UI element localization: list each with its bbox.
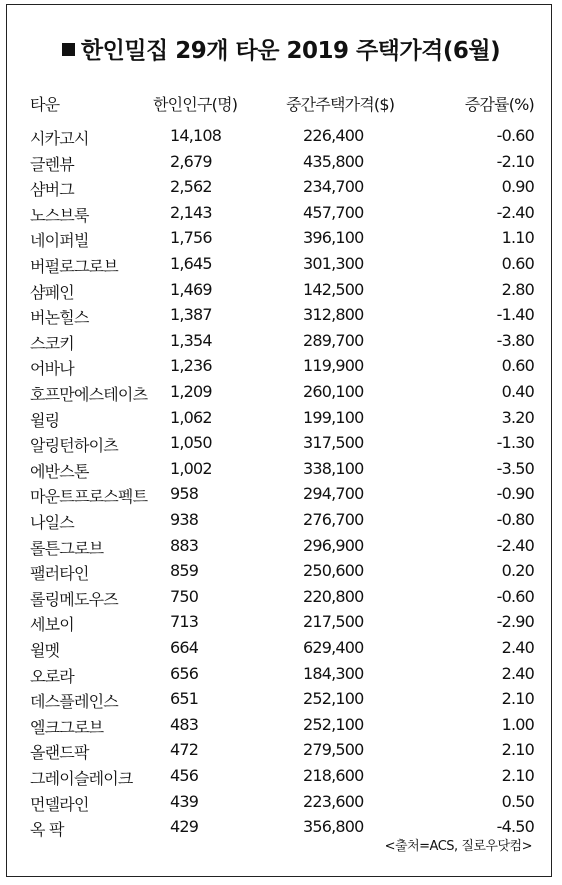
change-cell: 0.40 (501, 382, 534, 401)
change-cell: 3.20 (501, 407, 534, 427)
table-row (0, 356, 562, 382)
price-cell: 218,600 (303, 766, 364, 785)
town-cell: 샴페인 (30, 282, 74, 302)
population-cell: 750 (170, 586, 199, 606)
page-title (0, 32, 562, 65)
table-row (0, 484, 562, 510)
price-cell: 629,400 (303, 638, 364, 657)
price-cell: 435,800 (303, 151, 364, 171)
change-cell: 2.10 (501, 740, 534, 760)
price-cell: 289,700 (303, 330, 364, 350)
change-cell: -3.80 (496, 330, 534, 350)
population-cell: 1,645 (170, 254, 212, 273)
town-cell: 그레이슬레이크 (30, 769, 133, 788)
price-cell: 220,800 (303, 586, 364, 606)
header-median-price: 중간주택가격($) (286, 95, 395, 114)
population-cell: 1,236 (170, 356, 212, 376)
town-cell: 엘크그로브 (30, 717, 104, 737)
change-cell: -4.50 (496, 817, 534, 837)
price-cell: 294,700 (303, 484, 364, 504)
town-cell: 버논힐스 (30, 308, 89, 328)
change-cell: -2.90 (496, 612, 534, 632)
population-cell: 958 (170, 484, 199, 504)
table-row (0, 689, 562, 715)
price-cell: 226,400 (303, 126, 364, 145)
change-cell: -2.40 (496, 535, 534, 555)
table-row (0, 587, 562, 613)
table-row (0, 433, 562, 459)
population-cell: 2,143 (170, 202, 212, 222)
population-cell: 14,108 (170, 126, 222, 145)
population-cell: 1,209 (170, 382, 212, 401)
table-row (0, 203, 562, 229)
population-cell: 1,002 (170, 458, 212, 478)
population-cell: 2,679 (170, 151, 212, 171)
price-cell: 301,300 (303, 254, 364, 273)
change-cell: 2.10 (501, 689, 534, 709)
town-cell: 버펄로그로브 (30, 257, 118, 276)
price-cell: 296,900 (303, 535, 364, 555)
population-cell: 713 (170, 612, 199, 632)
population-cell: 1,050 (170, 433, 212, 453)
town-cell: 세보이 (30, 615, 74, 635)
change-cell: -2.40 (496, 202, 534, 222)
header-town: 타운 (30, 95, 60, 114)
population-cell: 1,756 (170, 228, 212, 248)
table-row (0, 792, 562, 818)
town-cell: 윌멧 (30, 641, 60, 660)
town-cell: 롤튼그로브 (30, 538, 104, 558)
change-cell: 0.20 (501, 561, 534, 581)
price-cell: 119,900 (303, 356, 364, 376)
table-row (0, 254, 562, 280)
table-row (0, 510, 562, 536)
price-cell: 142,500 (303, 279, 364, 299)
table-row (0, 740, 562, 766)
change-cell: 1.00 (501, 714, 534, 734)
population-cell: 1,354 (170, 330, 212, 350)
table-row (0, 612, 562, 638)
price-cell: 276,700 (303, 510, 364, 529)
price-cell: 312,800 (303, 305, 364, 325)
table-row (0, 715, 562, 741)
header-change: 증감률(%) (464, 95, 534, 114)
price-cell: 457,700 (303, 202, 364, 222)
town-cell: 네이퍼빌 (30, 231, 89, 251)
population-cell: 456 (170, 766, 199, 785)
population-cell: 664 (170, 638, 199, 657)
change-cell: 0.90 (501, 177, 534, 197)
square-bullet-icon (62, 43, 75, 56)
town-cell: 호프만에스테이츠 (30, 385, 148, 404)
change-cell: 0.60 (501, 254, 534, 273)
table-row (0, 638, 562, 664)
population-cell: 2,562 (170, 177, 212, 197)
price-cell: 396,100 (303, 228, 364, 248)
town-cell: 팰러타인 (30, 564, 89, 584)
title-text: 한인밀집 29개 타운 2019 주택가격(6월) (80, 38, 501, 64)
town-cell: 옥 팍 (30, 820, 64, 840)
change-cell: -1.30 (496, 433, 534, 453)
population-cell: 883 (170, 535, 199, 555)
town-cell: 시카고시 (30, 129, 89, 148)
town-cell: 나일스 (30, 513, 74, 532)
town-cell: 오로라 (30, 666, 74, 686)
price-cell: 217,500 (303, 612, 364, 632)
town-cell: 글렌뷰 (30, 154, 74, 174)
change-cell: -1.40 (496, 305, 534, 325)
table-row (0, 152, 562, 178)
table-row (0, 408, 562, 434)
change-cell: -0.80 (496, 510, 534, 529)
population-cell: 938 (170, 510, 199, 529)
population-cell: 1,387 (170, 305, 212, 325)
change-cell: 2.10 (501, 766, 534, 785)
population-cell: 483 (170, 714, 199, 734)
table-row (0, 177, 562, 203)
price-cell: 252,100 (303, 714, 364, 734)
change-cell: 2.40 (501, 638, 534, 657)
price-cell: 338,100 (303, 458, 364, 478)
table-row (0, 228, 562, 254)
price-cell: 279,500 (303, 740, 364, 760)
population-cell: 439 (170, 791, 199, 811)
change-cell: -0.90 (496, 484, 534, 504)
table-row (0, 536, 562, 562)
change-cell: 0.50 (501, 791, 534, 811)
population-cell: 651 (170, 689, 199, 709)
price-cell: 250,600 (303, 561, 364, 581)
population-cell: 859 (170, 561, 199, 581)
change-cell: 2.40 (501, 663, 534, 683)
price-cell: 223,600 (303, 791, 364, 811)
town-cell: 에반스톤 (30, 461, 89, 481)
price-cell: 252,100 (303, 689, 364, 709)
table-row (0, 766, 562, 792)
population-cell: 472 (170, 740, 199, 760)
town-cell: 어바나 (30, 359, 74, 379)
table-row (0, 280, 562, 306)
population-cell: 429 (170, 817, 199, 837)
town-cell: 먼델라인 (30, 794, 89, 814)
town-cell: 스코키 (30, 333, 74, 353)
change-cell: -0.60 (496, 126, 534, 145)
change-cell: 1.10 (501, 228, 534, 248)
population-cell: 1,062 (170, 407, 212, 427)
table-row (0, 382, 562, 408)
price-cell: 317,500 (303, 433, 364, 453)
change-cell: 2.80 (501, 279, 534, 299)
change-cell: -3.50 (496, 458, 534, 478)
town-cell: 알링턴하이츠 (30, 436, 118, 456)
price-cell: 184,300 (303, 663, 364, 683)
table-row (0, 664, 562, 690)
header-population: 한인인구(명) (153, 95, 238, 114)
source-note: <출처=ACS, 질로우닷컴> (384, 839, 532, 854)
town-cell: 올랜드팍 (30, 743, 89, 763)
table-row (0, 126, 562, 152)
population-cell: 1,469 (170, 279, 212, 299)
change-cell: -0.60 (496, 586, 534, 606)
table-row (0, 459, 562, 485)
town-cell: 마운트프로스펙트 (30, 487, 148, 507)
price-cell: 356,800 (303, 817, 364, 837)
town-cell: 데스플레인스 (30, 692, 118, 712)
town-cell: 노스브룩 (30, 205, 89, 225)
price-cell: 199,100 (303, 407, 364, 427)
town-cell: 윌링 (30, 410, 60, 430)
table-row (0, 305, 562, 331)
town-cell: 샴버그 (30, 180, 74, 200)
change-cell: -2.10 (496, 151, 534, 171)
change-cell: 0.60 (501, 356, 534, 376)
table-row (0, 331, 562, 357)
table-row (0, 561, 562, 587)
town-cell: 롤링메도우즈 (30, 589, 118, 609)
population-cell: 656 (170, 663, 199, 683)
price-cell: 260,100 (303, 382, 364, 401)
price-cell: 234,700 (303, 177, 364, 197)
